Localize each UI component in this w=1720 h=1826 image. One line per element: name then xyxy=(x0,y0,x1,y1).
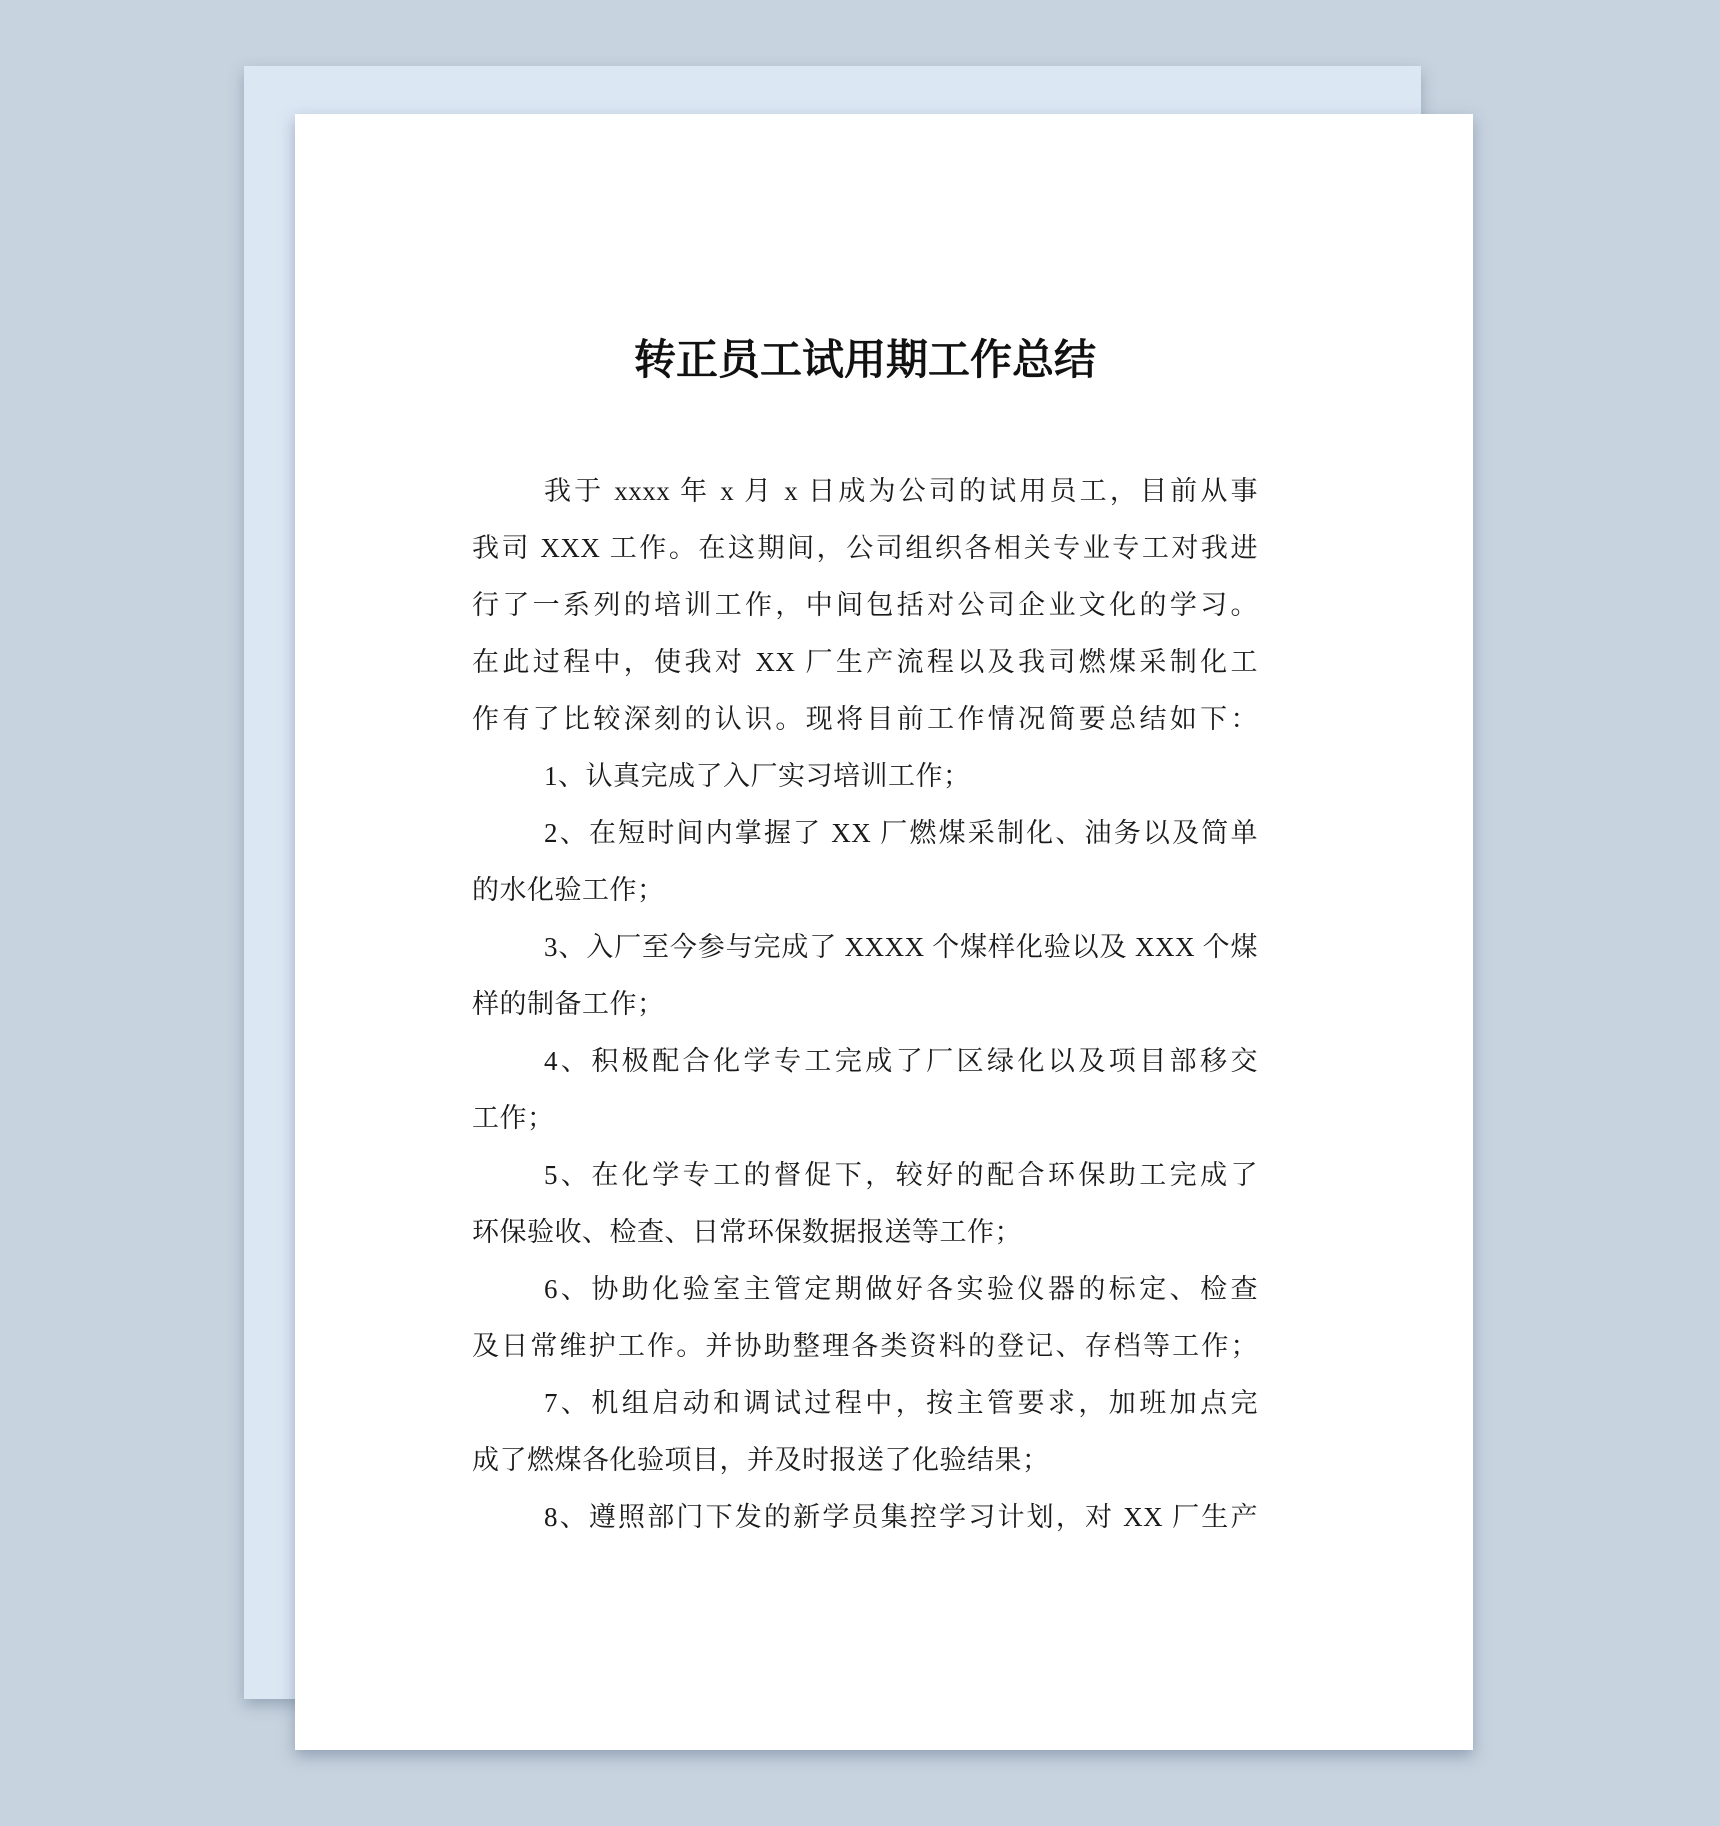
text-line: 样的制备工作； xyxy=(472,989,665,1019)
text-line: 2、在短时间内掌握了 XX 厂燃煤采制化、油务以及简单 xyxy=(544,818,1258,848)
text-line: 作有了比较深刻的认识。现将目前工作情况简要总结如下： xyxy=(472,704,1258,734)
text-line: 5、在化学专工的督促下，较好的配合环保助工完成了 xyxy=(544,1160,1258,1190)
text-line: 我司 XXX 工作。在这期间，公司组织各相关专业专工对我进 xyxy=(472,533,1258,563)
text-line: 及日常维护工作。并协助整理各类资料的登记、存档等工作； xyxy=(472,1331,1258,1361)
text-line: 的水化验工作； xyxy=(472,875,665,905)
text-line: 我于 xxxx 年 x 月 x 日成为公司的试用员工，目前从事 xyxy=(544,476,1258,506)
text-line: 行了一系列的培训工作，中间包括对公司企业文化的学习。 xyxy=(472,590,1258,620)
document-body xyxy=(472,463,1258,1546)
document-title: 转正员工试用期工作总结 xyxy=(633,336,1096,383)
text-line: 8、遵照部门下发的新学员集控学习计划，对 XX 厂生产 xyxy=(544,1502,1258,1532)
text-line: 6、协助化验室主管定期做好各实验仪器的标定、检查 xyxy=(544,1274,1258,1304)
text-line: 3、入厂至今参与完成了 XXXX 个煤样化验以及 XXX 个煤 xyxy=(544,932,1258,962)
document-page xyxy=(295,114,1473,1750)
text-line: 环保验收、检查、日常环保数据报送等工作； xyxy=(472,1217,1022,1247)
text-line: 在此过程中，使我对 XX 厂生产流程以及我司燃煤采制化工 xyxy=(472,647,1258,677)
text-line: 工作； xyxy=(472,1103,555,1133)
text-line: 7、机组启动和调试过程中，按主管要求，加班加点完 xyxy=(544,1388,1258,1418)
text-line: 4、积极配合化学专工完成了厂区绿化以及项目部移交 xyxy=(544,1046,1258,1076)
text-line: 成了燃煤各化验项目，并及时报送了化验结果； xyxy=(472,1445,1050,1475)
text-line: 1、认真完成了入厂实习培训工作； xyxy=(544,761,971,791)
